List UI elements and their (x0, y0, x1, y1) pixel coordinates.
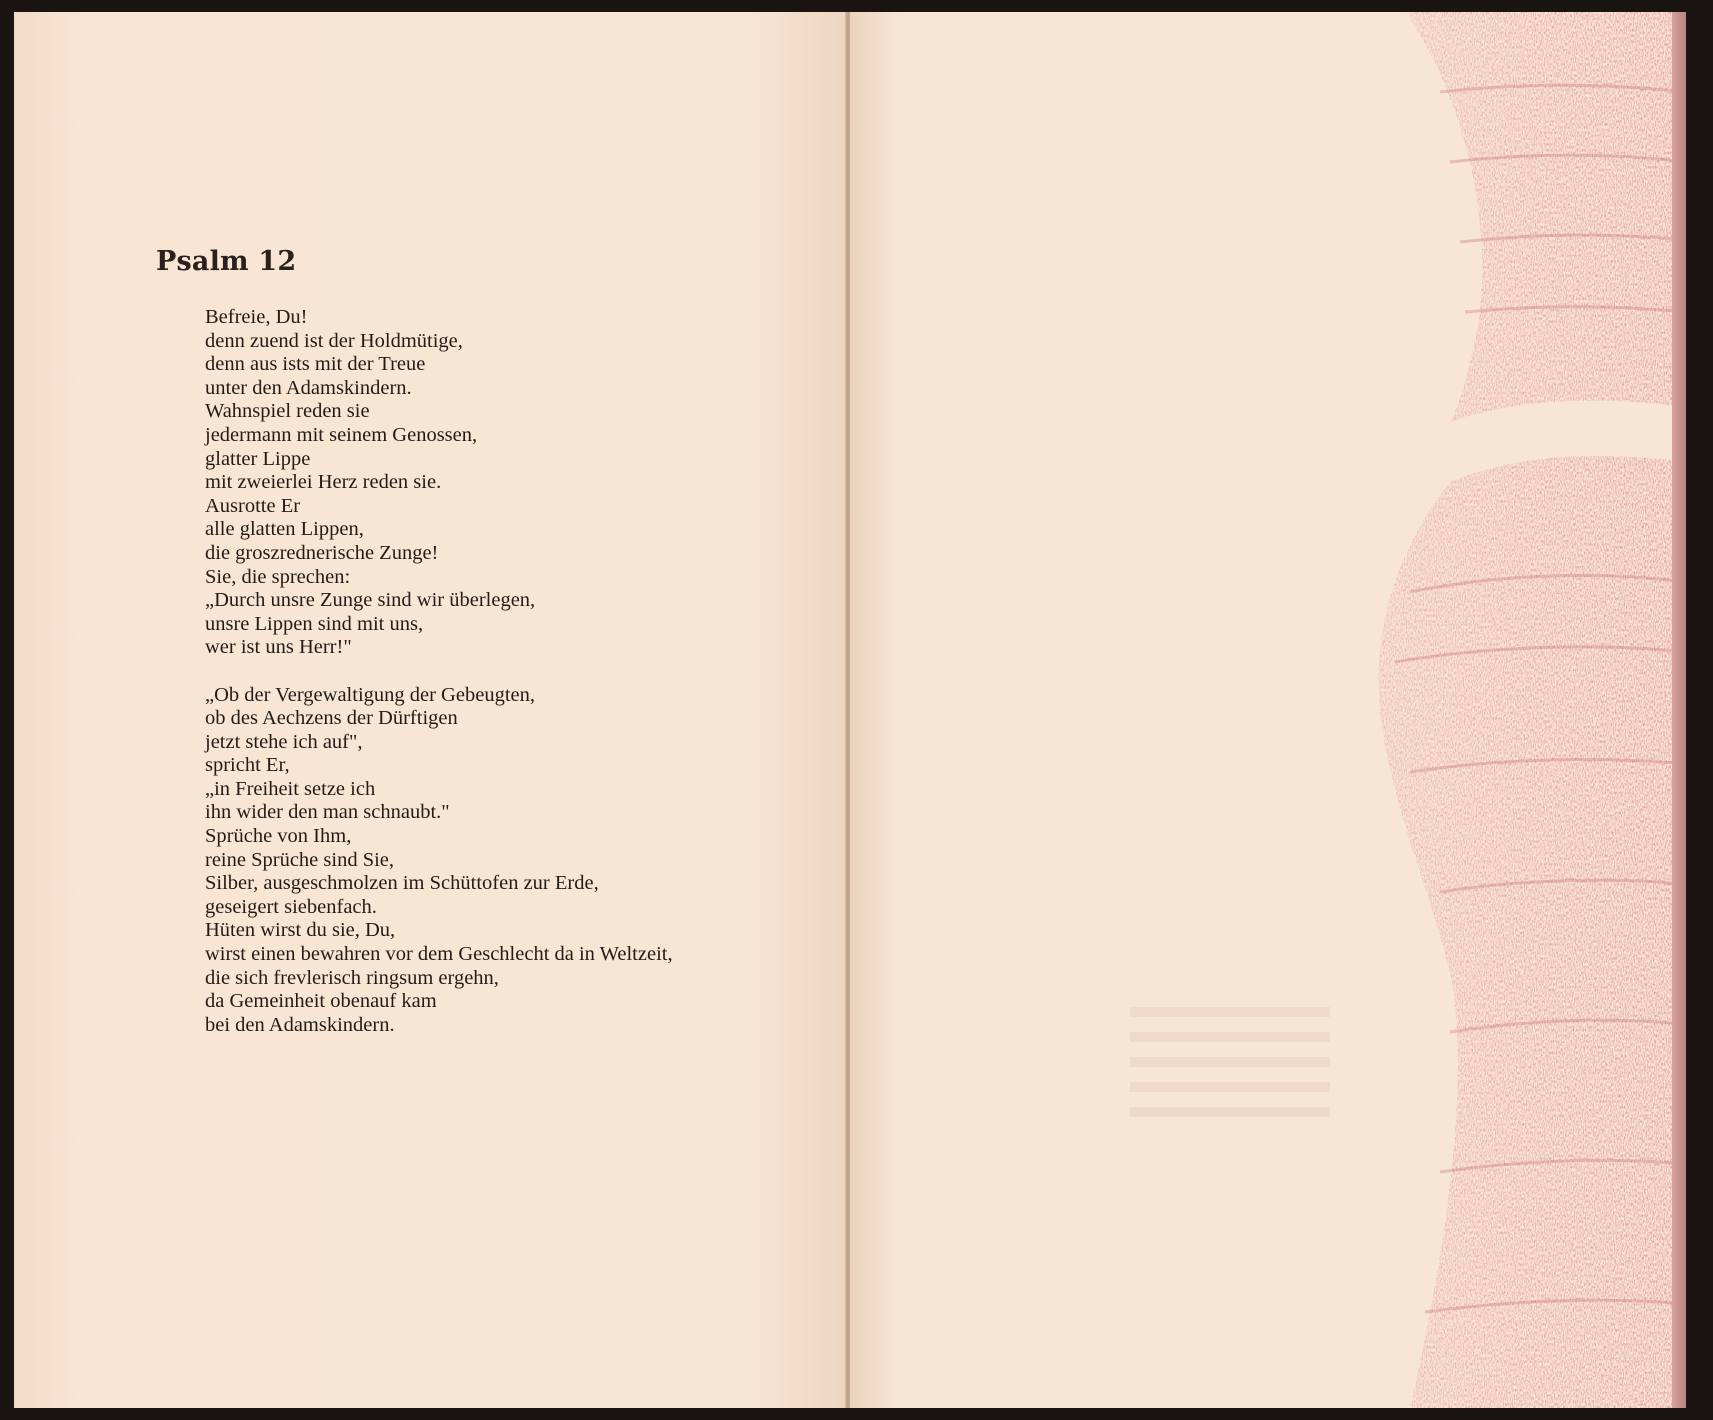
poem-line: „Durch unsre Zunge sind wir überlegen, (205, 589, 536, 612)
red-arc-bands (1378, 12, 1686, 1408)
poem-line: „Ob der Vergewaltigung der Gebeugten, (205, 683, 535, 706)
poem-line: Hüten wirst du sie, Du, (205, 919, 396, 942)
poem-line: unsre Lippen sind mit uns, (205, 612, 424, 635)
poem-line: die groszrednerische Zunge! (205, 541, 439, 564)
poem-line: spricht Er, (205, 754, 290, 777)
poem-line: alle glatten Lippen, (205, 518, 364, 541)
poem-line: denn zuend ist der Holdmütige, (205, 329, 463, 352)
poem-line: glatter Lippe (205, 447, 311, 470)
poem-line: wirst einen bewahren vor dem Geschlecht da in Weltzeit, (205, 943, 673, 966)
poem-line: Sie, die sprechen: (205, 565, 351, 588)
poem-line: Silber, ausgeschmolzen im Schüttofen zur Erde, (205, 872, 599, 895)
right-page (850, 12, 1686, 1408)
poem-line: Ausrotte Er (205, 494, 301, 517)
poem-line: die sich frevlerisch ringsum ergehn, (205, 966, 499, 989)
poem-line: mit zweierlei Herz reden sie. (205, 471, 442, 494)
poem-line: bei den Adamskindern. (205, 1013, 395, 1036)
poem-line: wer ist uns Herr!" (205, 636, 352, 659)
left-page (14, 12, 846, 1408)
poem-line: Befreie, Du! (205, 306, 308, 328)
poem-line: geseigert siebenfach. (205, 895, 377, 918)
poem-line: ihn wider den man schnaubt." (205, 801, 450, 824)
poem-text (205, 306, 673, 1037)
poem-line: jetzt stehe ich auf", (205, 730, 363, 753)
poem-line: denn aus ists mit der Treue (205, 353, 426, 376)
page-title: Psalm 12 (156, 246, 297, 277)
book-edge (1672, 12, 1686, 1408)
poem-line: jedermann mit seinem Genossen, (205, 423, 478, 446)
red-stencil-arc-pattern-icon (850, 12, 1686, 1408)
stanza-break (205, 660, 673, 684)
poem-line: reine Sprüche sind Sie, (205, 848, 395, 871)
book-spread (14, 12, 1686, 1408)
poem-line: ob des Aechzens der Dürftigen (205, 707, 458, 730)
show-through-text (1130, 1007, 1330, 1117)
poem-line: „in Freiheit setze ich (205, 777, 376, 800)
poem-line: unter den Adamskindern. (205, 376, 412, 399)
poem-line: da Gemeinheit obenauf kam (205, 990, 437, 1013)
poem-line: Wahnspiel reden sie (205, 400, 370, 423)
poem-line: Sprüche von Ihm, (205, 825, 352, 848)
